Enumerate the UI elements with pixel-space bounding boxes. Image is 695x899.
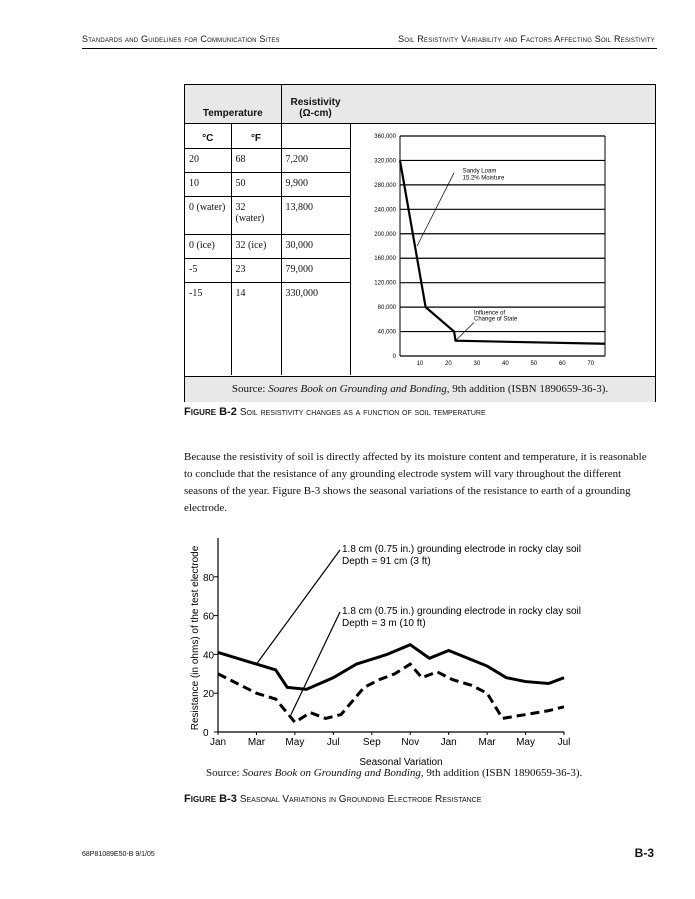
y-tick-label: 240,000 <box>374 207 396 214</box>
y-axis-label: Resistance (in ohms) of the test electrode <box>190 545 201 731</box>
y-tick-label: 20 <box>203 689 215 701</box>
x-tick-label: Jan <box>209 737 227 748</box>
cell-c: 20 <box>185 148 231 172</box>
annotation-text: Change of State <box>474 316 518 323</box>
x-tick-label: 10 <box>416 361 424 367</box>
cell-f: 14 <box>231 282 281 375</box>
y-tick-label: 0 <box>203 728 209 739</box>
cell-r: 13,800 <box>281 196 350 234</box>
table-header-temperature: Temperature <box>185 85 281 123</box>
annotation-leader <box>256 550 340 664</box>
cell-f: 32 (ice) <box>231 234 281 258</box>
cell-f: 50 <box>231 172 281 196</box>
y-tick-label: 360,000 <box>374 134 396 140</box>
x-tick-label: Jul <box>326 737 340 748</box>
x-tick-label: Sep <box>362 737 381 748</box>
cell-c: 0 (water) <box>185 196 231 234</box>
x-tick-label: 50 <box>530 361 538 367</box>
annotation-text: Depth = 91 cm (3 ft) <box>342 556 431 567</box>
caption-label: Figure B-2 <box>184 406 237 418</box>
annotation-text: 15.2% Moisture <box>462 175 505 182</box>
cell-f: 32 (water) <box>231 196 281 234</box>
annotation-text: Depth = 3 m (10 ft) <box>342 618 426 629</box>
seasonal-variation-chart <box>184 530 604 770</box>
x-tick-label: 70 <box>587 361 595 367</box>
x-tick-label: Mar <box>478 737 496 748</box>
footer-page-number: B-3 <box>634 846 654 860</box>
y-tick-label: 80,000 <box>377 305 396 312</box>
x-tick-label: Mar <box>247 737 266 748</box>
table-unit-c: °C <box>185 123 231 148</box>
table-row <box>185 258 350 282</box>
caption-label: Figure B-3 <box>184 793 237 805</box>
x-axis-label: Seasonal Variation <box>359 757 443 768</box>
x-tick-label: 40 <box>502 361 509 367</box>
y-tick-label: 280,000 <box>374 182 396 189</box>
caption-text: Soil resistivity changes as a function of soil temperature <box>239 407 486 418</box>
cell-r: 79,000 <box>281 258 350 282</box>
x-tick-label: Jan <box>440 737 457 748</box>
cell-r: 330,000 <box>281 282 350 375</box>
x-tick-label: 60 <box>558 361 566 367</box>
body-paragraph: Because the resistivity of soil is directly affected by its moisture content and temperature, it is reasonable to conclude that the resistance of any grounding electrode system will vary throughout the different seasons of the year. Figure B-3 shows the seasonal variations of the resistance to earth of a grounding electrode. <box>184 451 647 514</box>
table-header-resistivity: Resistivity (Ω-cm) <box>281 85 350 123</box>
cell-f: 68 <box>231 148 281 172</box>
x-tick-label: 20 <box>445 361 452 367</box>
y-tick-label: 320,000 <box>374 158 396 165</box>
y-tick-label: 40,000 <box>377 329 396 336</box>
temperature-resistivity-table <box>185 85 351 375</box>
y-tick-label: 60 <box>203 611 215 623</box>
source-suffix: , 9th addition (ISBN 1890659-36-3). <box>420 767 583 779</box>
cell-c: 10 <box>185 172 231 196</box>
x-tick-label: 30 <box>473 361 481 367</box>
table-row <box>185 196 350 234</box>
table-unit-f: °F <box>231 123 281 148</box>
source-book: Soares Book on Grounding and Bonding <box>268 383 447 395</box>
y-tick-label: 200,000 <box>374 231 396 238</box>
header-rule <box>82 48 657 49</box>
table-row <box>185 282 350 375</box>
y-tick-label: 160,000 <box>374 256 396 263</box>
table-row <box>185 148 350 172</box>
annotation-text: 1.8 cm (0.75 in.) grounding electrode in rocky clay soil <box>342 544 582 555</box>
caption-b2 <box>184 406 486 418</box>
x-tick-label: Jul <box>557 737 571 748</box>
series-line-3m <box>218 664 564 722</box>
cell-f: 23 <box>231 258 281 282</box>
source-b2 <box>185 376 655 402</box>
footer-doc-id: 68P81089E50-B 9/1/05 <box>82 851 155 858</box>
y-tick-label: 40 <box>203 650 215 662</box>
x-tick-label: May <box>285 737 305 748</box>
annotation-leader <box>291 612 340 715</box>
y-tick-label: 120,000 <box>374 280 396 287</box>
annotation-text: Influence of <box>474 310 506 317</box>
x-tick-label: May <box>516 737 536 748</box>
cell-r: 7,200 <box>281 148 350 172</box>
caption-b3 <box>184 793 481 805</box>
cell-c: -5 <box>185 258 231 282</box>
caption-text: Seasonal Variations in Grounding Electrode Resistance <box>239 794 482 805</box>
source-prefix: Source: <box>206 767 243 779</box>
header-left: Standards and Guidelines for Communication Sites <box>82 34 280 44</box>
cell-c: 0 (ice) <box>185 234 231 258</box>
chart-header-band <box>350 85 655 124</box>
table-row <box>185 234 350 258</box>
table-row <box>185 172 350 196</box>
y-tick-label: 0 <box>392 354 396 360</box>
annotation-text: Sandy Loam <box>462 168 497 175</box>
y-tick-label: 80 <box>203 572 215 584</box>
soil-resistivity-chart <box>350 124 655 376</box>
source-book: Soares Book on Grounding and Bonding <box>242 767 421 779</box>
cell-c: -15 <box>185 282 231 375</box>
annotation-text: 1.8 cm (0.75 in.) grounding electrode in rocky clay soil <box>342 606 582 617</box>
series-line-91cm <box>218 645 564 690</box>
source-b3 <box>206 767 582 779</box>
source-suffix: , 9th addition (ISBN 1890659-36-3). <box>446 383 609 395</box>
header-right: Soil Resistivity Variability and Factors Affecting Soil Resistivity <box>398 34 655 44</box>
source-prefix: Source: <box>231 383 269 395</box>
x-tick-label: Nov <box>401 737 420 748</box>
cell-r: 9,900 <box>281 172 350 196</box>
figure-b2 <box>184 84 656 402</box>
table-unit-empty <box>281 123 350 148</box>
cell-r: 30,000 <box>281 234 350 258</box>
